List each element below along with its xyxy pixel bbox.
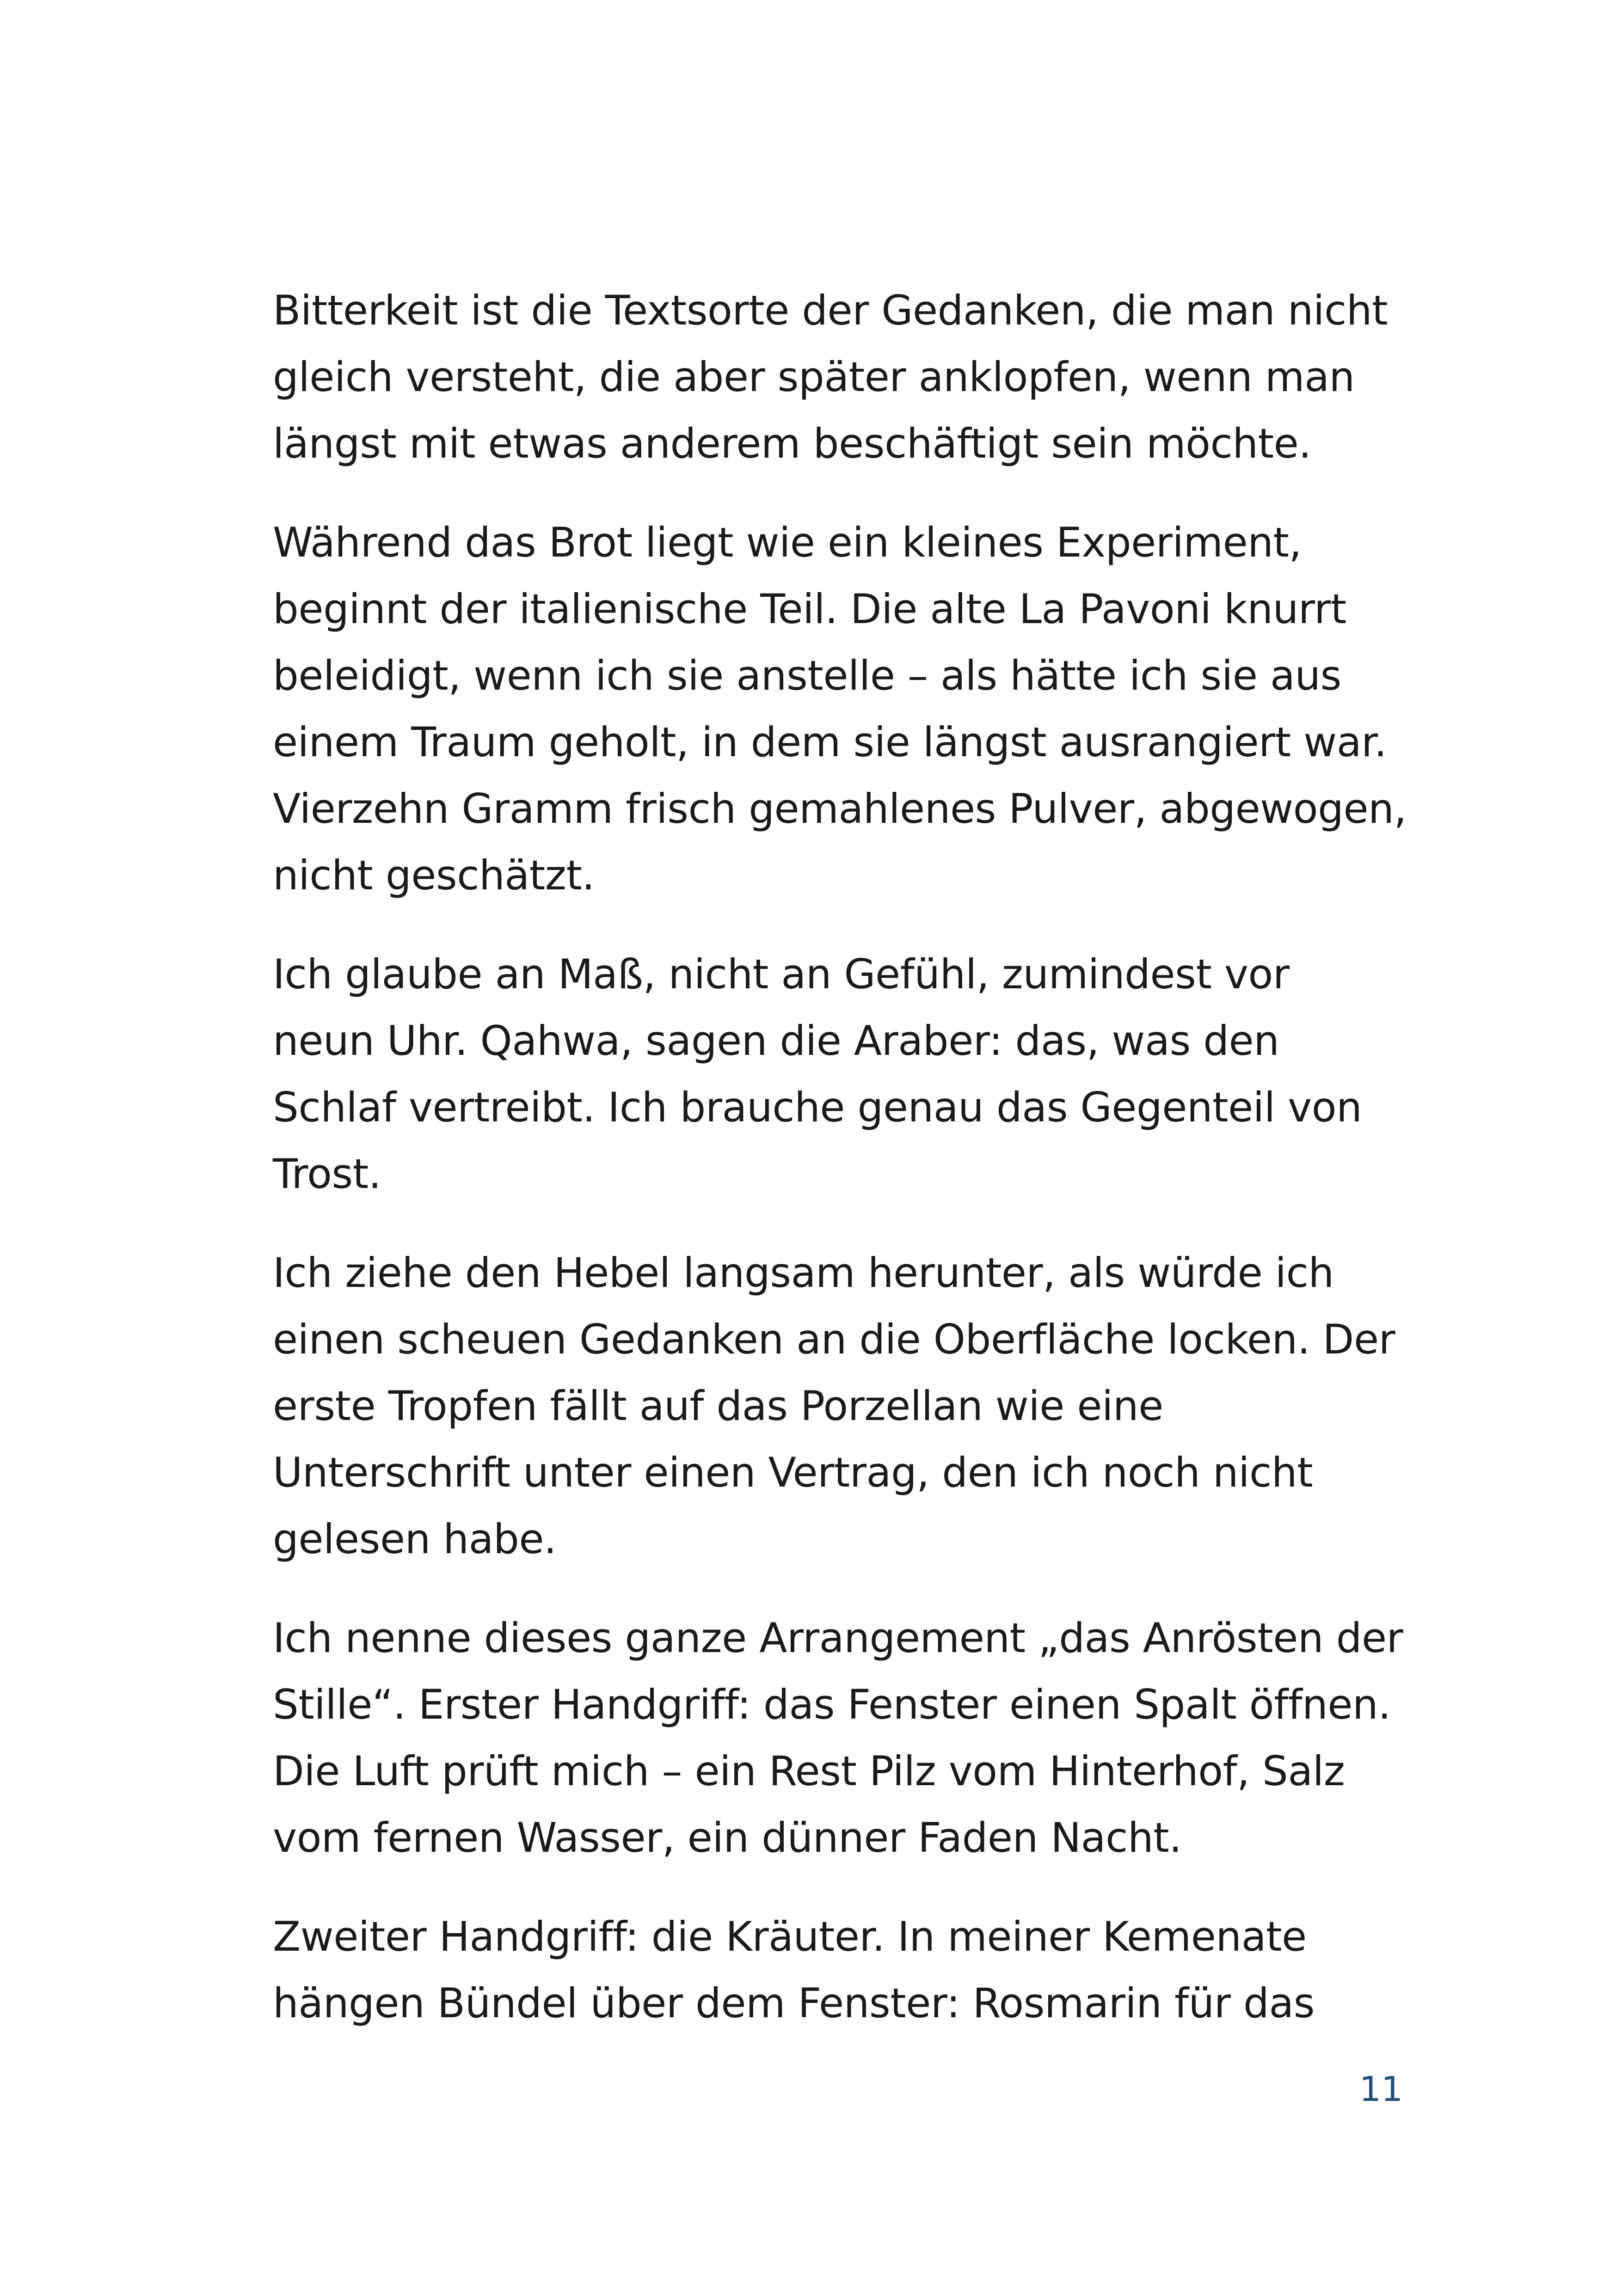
text-line: Vierzehn Gramm frisch gemahlenes Pulver, abgewogen, — [273, 785, 1407, 833]
body-text — [273, 277, 1415, 2069]
text-line: beginnt der italienische Teil. Die alte La Pavoni knurrt — [273, 585, 1346, 633]
text-line: einen scheuen Gedanken an die Oberfläche locken. Der — [273, 1316, 1395, 1363]
text-line: beleidigt, wenn ich sie anstelle – als hätte ich sie aus — [273, 652, 1342, 699]
text-line: hängen Bündel über dem Fenster: Rosmarin für das — [273, 1979, 1315, 2027]
text-line: längst mit etwas anderem beschäftigt sein möchte. — [273, 420, 1311, 467]
text-line: Während das Brot liegt wie ein kleines Experiment, — [273, 519, 1302, 566]
text-line: gleich versteht, die aber später anklopfen, wenn man — [273, 353, 1355, 401]
text-line: Zweiter Handgriff: die Kräuter. In meiner Kemenate — [273, 1913, 1307, 1960]
paragraph-1 — [273, 277, 1415, 477]
paragraph-2 — [273, 509, 1415, 909]
text-line: erste Tropfen fällt auf das Porzellan wie eine — [273, 1382, 1163, 1430]
paragraph-5 — [273, 1605, 1415, 1871]
paragraph-6 — [273, 1904, 1415, 2037]
text-line: Ich ziehe den Hebel langsam herunter, als würde ich — [273, 1249, 1334, 1297]
text-line: gelesen habe. — [273, 1515, 557, 1563]
text-line: nicht geschätzt. — [273, 851, 595, 899]
text-line: Unterschrift unter einen Vertrag, den ich noch nicht — [273, 1449, 1313, 1496]
text-line: Ich nenne dieses ganze Arrangement „das Anrösten der — [273, 1614, 1403, 1662]
paragraph-4 — [273, 1240, 1415, 1573]
text-line: Bitterkeit ist die Textsorte der Gedanken, die man nicht — [273, 287, 1388, 334]
text-line: einem Traum geholt, in dem sie längst ausrangiert war. — [273, 718, 1387, 766]
page-number: 11 — [1359, 2069, 1403, 2109]
text-line: Die Luft prüft mich – ein Rest Pilz vom Hinterhof, Salz — [273, 1747, 1345, 1795]
text-line: Ich glaube an Maß, nicht an Gefühl, zumindest vor — [273, 950, 1290, 998]
text-line: vom fernen Wasser, ein dünner Faden Nacht. — [273, 1814, 1182, 1861]
text-line: Schlaf vertreibt. Ich brauche genau das Gegenteil von — [273, 1084, 1362, 1131]
text-line: Stille“. Erster Handgriff: das Fenster einen Spalt öffnen. — [273, 1681, 1391, 1728]
paragraph-3 — [273, 941, 1415, 1207]
text-line: Trost. — [273, 1150, 381, 1198]
text-line: neun Uhr. Qahwa, sagen die Araber: das, was den — [273, 1017, 1279, 1065]
